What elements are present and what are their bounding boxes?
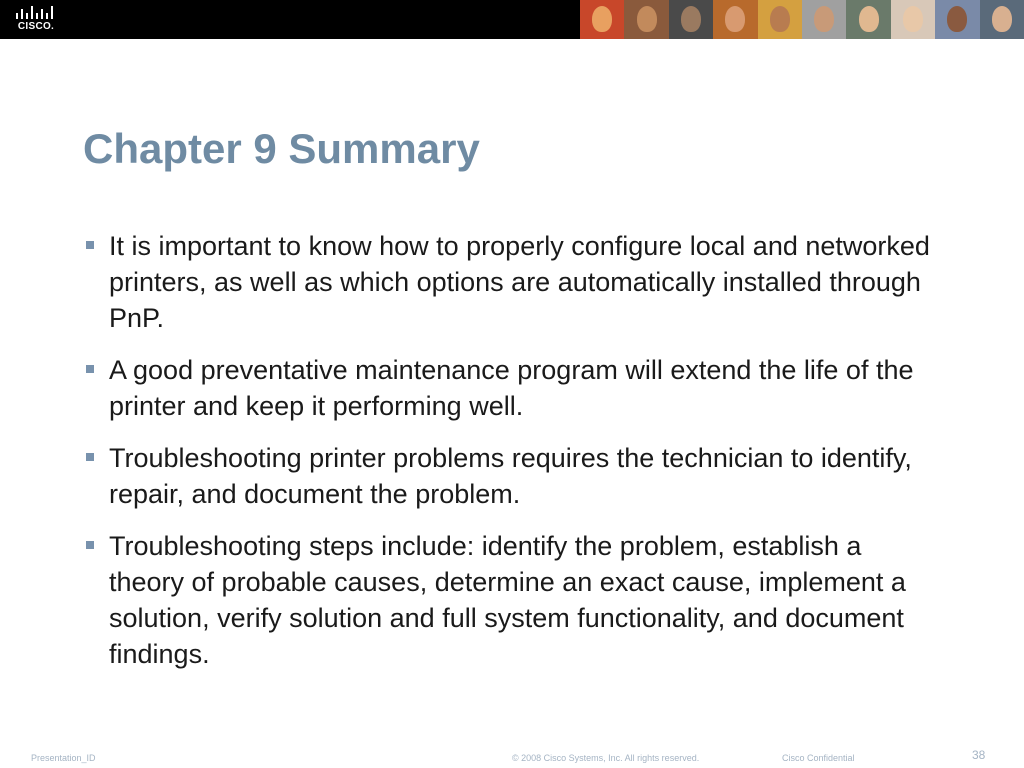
footer-copyright: © 2008 Cisco Systems, Inc. All rights reserved. [512,753,700,763]
person-photo-icon [859,6,879,32]
page-number: 38 [972,748,986,762]
bullet-list [83,228,943,688]
person-photo-icon [681,6,701,32]
footer-presentation-id: Presentation_ID [31,753,96,763]
bullet-item [83,228,943,336]
bullet-text: It is important to know how to properly configure local and networked printers, as well as which options are automatically installed through PnP. [109,231,930,333]
bullet-item [83,528,943,672]
bullet-item [83,352,943,424]
person-photo-icon [592,6,612,32]
header-photo [802,0,846,39]
person-photo-icon [903,6,923,32]
person-photo-icon [725,6,745,32]
header-photo [935,0,979,39]
bullet-text: Troubleshooting steps include: identify the problem, establish a theory of probable causes, determine an exact cause, implement a solution, verify solution and full system functionality, and document findings. [109,531,906,669]
header-photo [980,0,1024,39]
person-photo-icon [770,6,790,32]
header-photo [669,0,713,39]
header-photo [891,0,935,39]
person-photo-icon [947,6,967,32]
bullet-text: A good preventative maintenance program will extend the life of the printer and keep it performing well. [109,355,914,421]
footer-confidential: Cisco Confidential [782,753,855,763]
bullet-item [83,440,943,512]
header-photo [624,0,668,39]
header-photo [846,0,890,39]
logo-text: CISCO. [17,21,55,32]
bullet-square-icon [86,541,94,549]
cisco-logo [14,5,62,35]
header-bar [0,0,1024,39]
cisco-bars-icon [14,5,58,21]
header-photo [713,0,757,39]
bullet-square-icon [86,365,94,373]
header-photo [580,0,624,39]
person-photo-icon [814,6,834,32]
bullet-text: Troubleshooting printer problems requires the technician to identify, repair, and document the problem. [109,443,912,509]
bullet-square-icon [86,241,94,249]
bullet-square-icon [86,453,94,461]
person-photo-icon [992,6,1012,32]
person-photo-icon [637,6,657,32]
header-photo [758,0,802,39]
slide-title: Chapter 9 Summary [83,125,480,172]
header-photo-strip [580,0,1024,39]
